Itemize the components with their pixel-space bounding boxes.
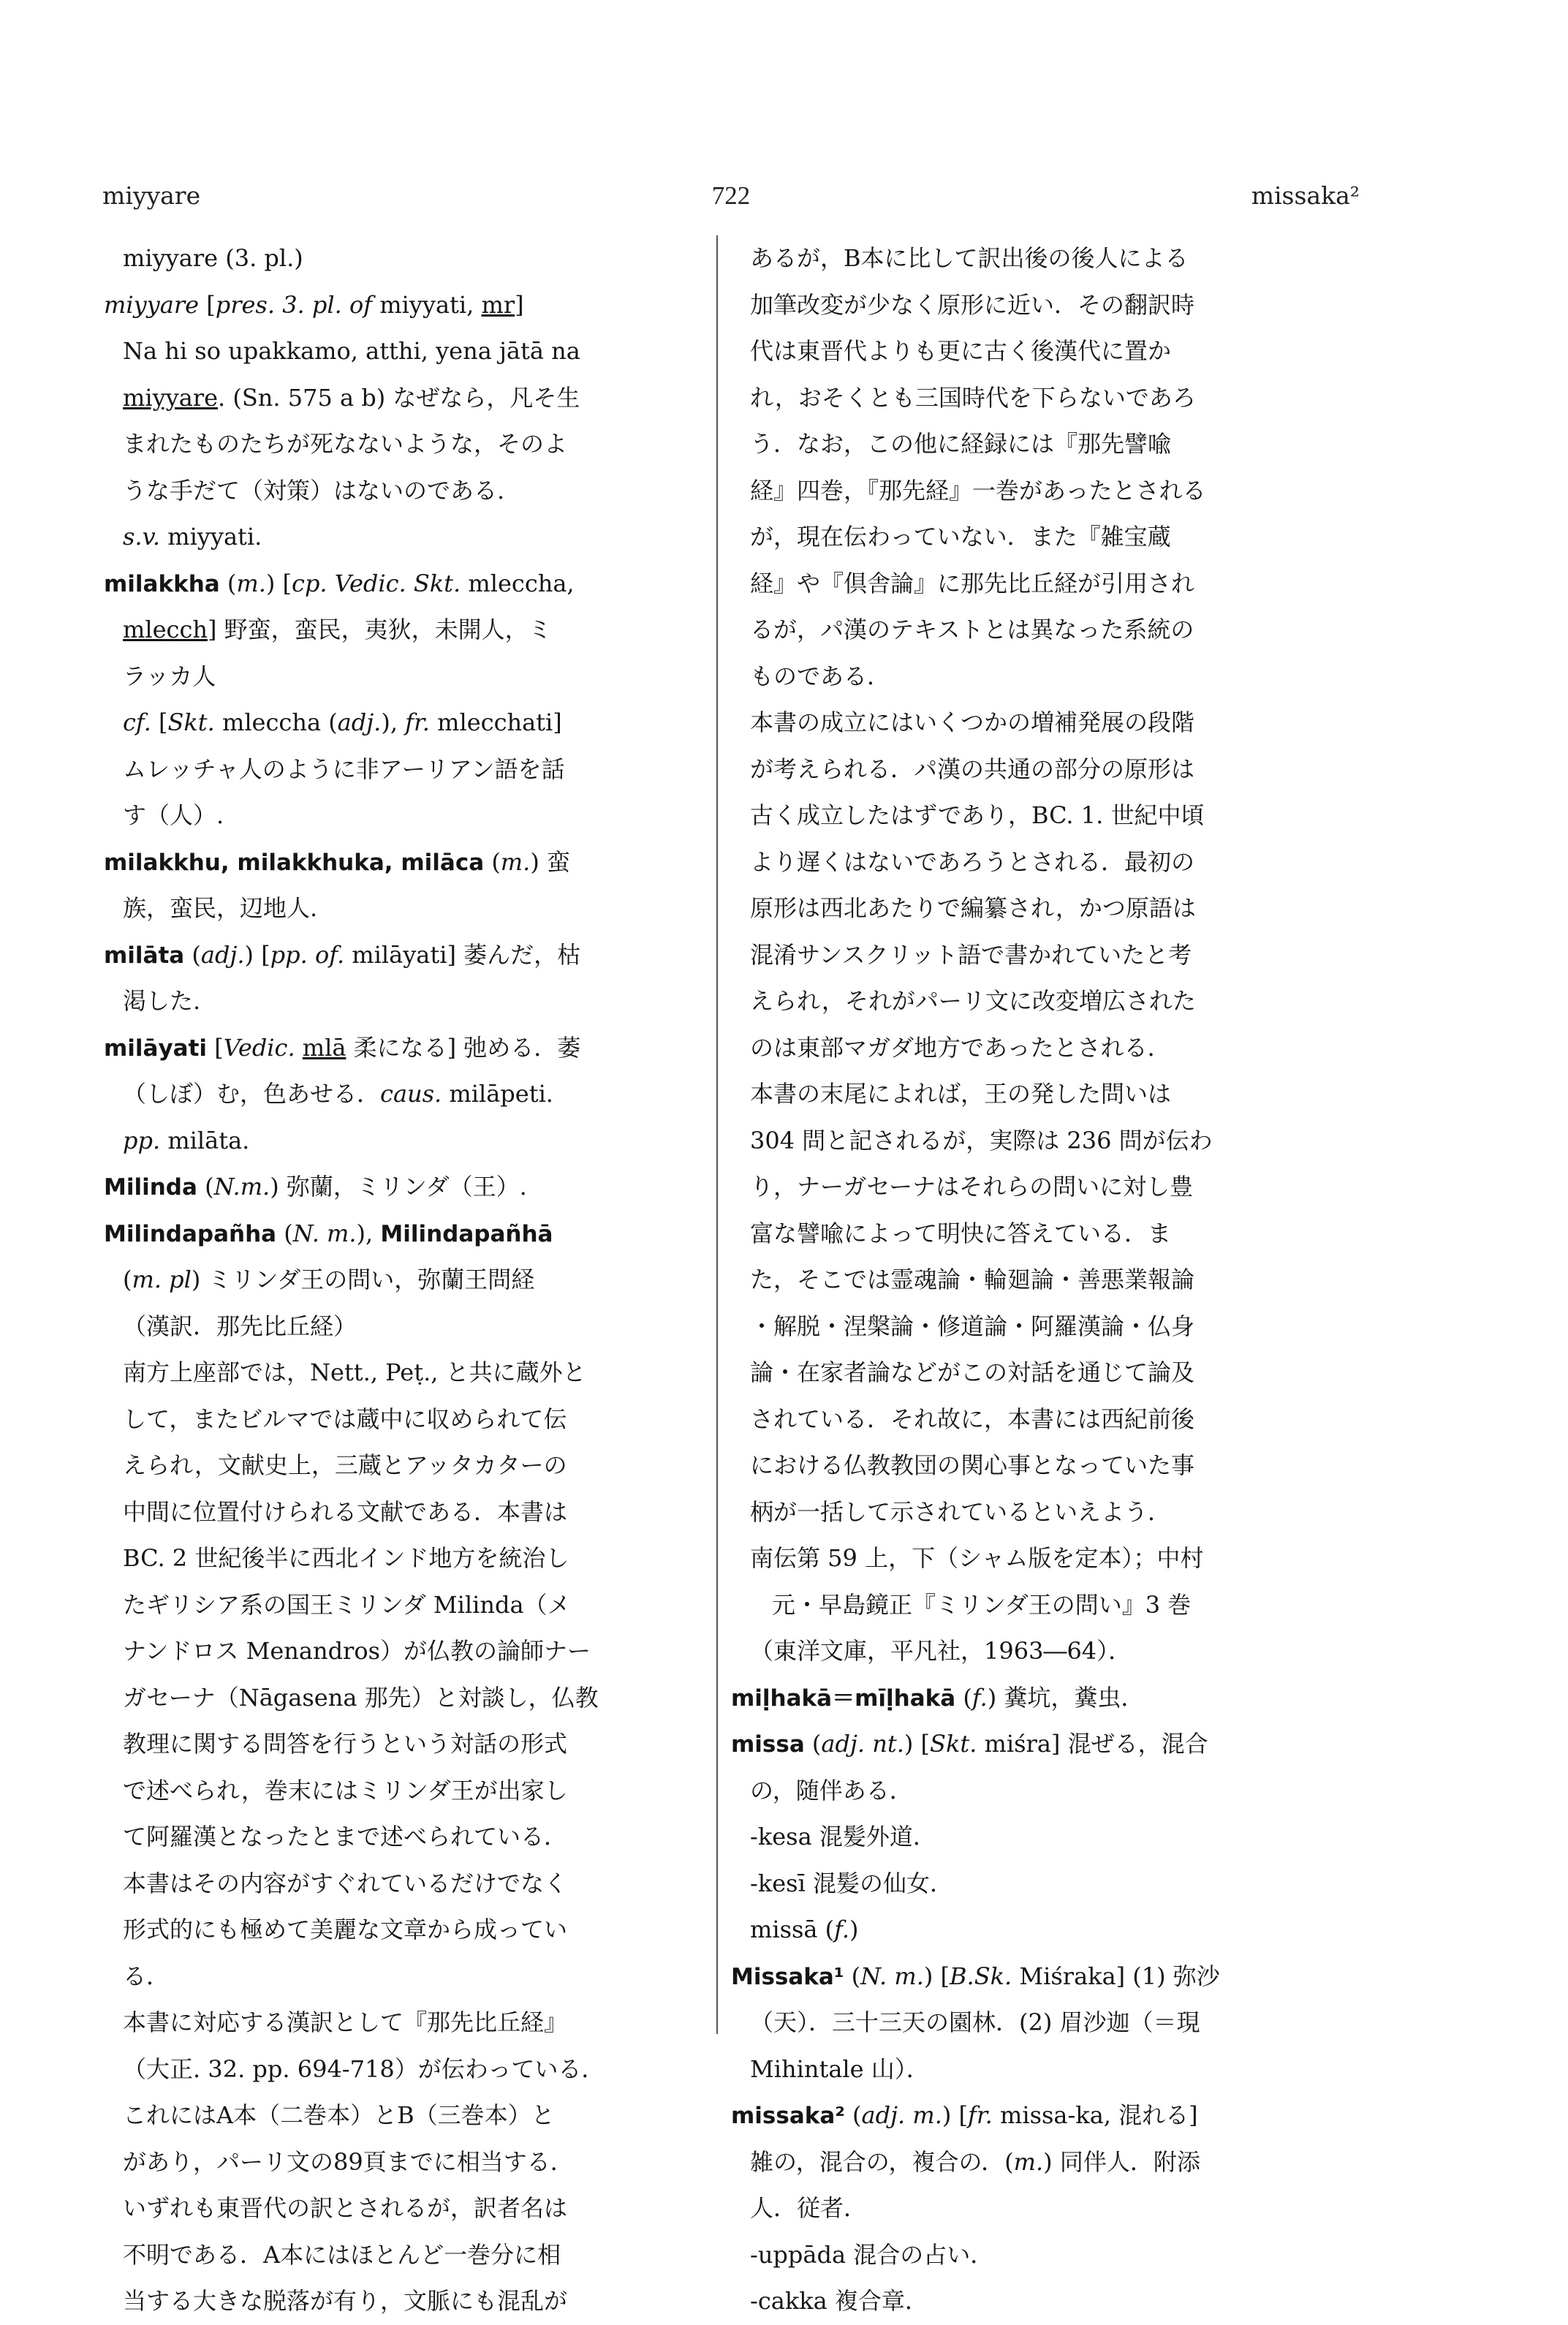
text-line	[731, 1211, 1349, 1258]
text-line	[731, 2185, 1349, 2232]
text-line	[731, 2232, 1349, 2279]
text-segment: ) [	[942, 2101, 969, 2129]
text-line	[731, 1907, 1349, 1954]
text-segment: て阿羅漢となったとまで述べられている．	[123, 1823, 568, 1850]
text-line	[104, 1118, 702, 1165]
text-segment: ),	[381, 708, 406, 736]
text-segment: 南方上座部では，Nett., Peṭ., と共に蔵外と	[123, 1358, 586, 1386]
text-segment: -kesī 混髪の仙女．	[750, 1869, 953, 1897]
text-segment: 304 問と記されるが，実際は 236 問が伝わ	[750, 1126, 1213, 1154]
text-line	[104, 1350, 702, 1396]
text-line	[731, 235, 1349, 282]
text-line	[731, 2278, 1349, 2325]
text-segment: miyyare (3. pl.)	[123, 244, 303, 272]
text-line	[731, 700, 1349, 746]
text-segment: より遅くはないであろうとされる．最初の	[750, 847, 1195, 876]
text-segment: 論・在家者論などがこの対話を通じて論及	[750, 1358, 1195, 1386]
text-segment: まれたものたちが死なないような，そのよ	[123, 430, 568, 458]
text-line	[104, 468, 702, 515]
text-segment: ) [	[904, 1730, 931, 1758]
text-segment: ),	[356, 1219, 381, 1247]
text-segment: （天）．三十三天の園林．(2) 眉沙迦（＝現	[750, 2008, 1200, 2036]
text-segment: BC. 2 世紀後半に西北インド地方を統治し	[123, 1544, 569, 1572]
text-segment: mlecch	[123, 616, 208, 643]
text-segment: f.	[834, 1916, 850, 1943]
text-line	[731, 1489, 1349, 1536]
text-segment: [	[207, 1033, 224, 1062]
text-segment	[295, 1034, 303, 1062]
column-divider	[716, 235, 718, 2034]
text-segment: miyyati,	[372, 290, 482, 319]
text-segment: (	[219, 569, 237, 597]
text-segment: adj. m.	[861, 2101, 942, 2129]
text-segment: 富な譬喩によって明快に答えている．ま	[750, 1219, 1172, 1247]
text-segment: pres. 3. pl. of	[215, 290, 373, 319]
text-segment: 当する大きな脱落が有り，文脈にも混乱が	[123, 2287, 568, 2315]
text-line	[104, 885, 702, 932]
text-line	[104, 1721, 702, 1768]
text-segment: る．	[123, 1962, 170, 1990]
text-segment: Skt.	[167, 708, 215, 736]
text-line	[731, 421, 1349, 468]
text-segment: が，現在伝わっていない．また『雑宝蔵	[750, 523, 1171, 551]
text-segment: missā (	[750, 1916, 835, 1943]
text-segment: B.Sk.	[950, 1962, 1012, 1990]
text-segment: 雑の，混合の，複合の．(	[750, 2147, 1014, 2176]
text-line	[731, 468, 1349, 515]
text-line	[731, 932, 1349, 979]
text-segment: ) [	[923, 1962, 950, 1990]
text-segment: （大正. 32. pp. 694-718）が伝わっている．	[123, 2054, 605, 2083]
text-segment: pp.	[123, 1126, 161, 1154]
running-header	[102, 181, 1360, 219]
headword: miḷhakā＝mīḷhakā	[731, 1685, 956, 1712]
text-line	[104, 1396, 702, 1443]
text-line	[731, 2092, 1349, 2139]
text-segment: Mihintale 山）．	[750, 2054, 930, 2083]
text-segment: 原形は西北あたりで編纂され，かつ原語は	[750, 894, 1196, 922]
text-line	[731, 2046, 1349, 2093]
text-segment: 形式的にも極めて美麗な文章から成ってい	[123, 1916, 568, 1943]
text-line	[731, 561, 1349, 608]
text-segment: -uppāda 混合の占い．	[750, 2240, 994, 2269]
text-segment: milāta.	[160, 1126, 250, 1154]
text-line	[104, 421, 702, 468]
text-segment: Miśraka] (1) 弥沙	[1012, 1962, 1220, 1990]
text-segment: 古く成立したはずであり，BC. 1. 世紀中頃	[750, 801, 1205, 829]
text-segment: N. m.	[860, 1962, 924, 1990]
text-line	[731, 1304, 1349, 1350]
text-line	[104, 746, 702, 793]
text-segment: milāpeti.	[442, 1080, 553, 1108]
text-segment: m.	[236, 569, 266, 597]
text-line	[104, 561, 702, 608]
text-segment: して，またビルマでは蔵中に収められて伝	[123, 1405, 567, 1433]
text-line	[731, 1535, 1349, 1582]
text-line	[104, 932, 702, 979]
text-line	[104, 700, 702, 746]
text-segment: milāyati] 萎んだ，枯	[344, 940, 581, 969]
headword: Milinda	[104, 1174, 197, 1201]
text-segment: fr.	[405, 708, 430, 736]
text-segment: ] 野蛮，蛮民，夷狄，未開人，ミ	[207, 616, 552, 643]
text-segment: （しぼ）む，色あせる．	[123, 1080, 381, 1108]
text-segment: ) [	[265, 569, 292, 597]
text-line	[104, 1489, 702, 1536]
text-line	[731, 1861, 1349, 1908]
text-segment: . (Sn. 575 a b) なぜなら，凡そ生	[218, 383, 580, 412]
text-line	[731, 514, 1349, 561]
text-segment: ムレッチャ人のように非アーリアン語を話	[123, 755, 565, 783]
text-line	[104, 607, 702, 654]
text-line	[104, 1164, 702, 1211]
headword: missaka²	[731, 2103, 845, 2129]
text-segment: (	[844, 1962, 861, 1990]
text-segment: これにはA本（二巻本）とB（三巻本）と	[123, 2101, 555, 2129]
text-segment: (	[844, 2101, 862, 2129]
text-segment: )	[849, 1916, 859, 1943]
text-segment: 元・早島鏡正『ミリンダ王の問い』3 巻	[772, 1590, 1192, 1619]
text-segment: があり，パーリ文の89頁までに相当する．	[123, 2147, 574, 2176]
text-line	[104, 1861, 702, 1908]
text-segment: ナンドロス Menandros）が仏教の論師ナー	[123, 1637, 591, 1665]
text-line	[731, 1954, 1349, 2000]
text-segment: (	[197, 1173, 214, 1201]
text-segment: 柄が一括して示されているといえよう．	[750, 1497, 1172, 1526]
text-segment: adj.	[337, 708, 382, 736]
text-line	[731, 978, 1349, 1025]
text-line	[104, 2232, 702, 2279]
text-segment: えられ，文献史上，三蔵とアッタカターの	[123, 1451, 567, 1479]
page-number: 722	[711, 181, 751, 210]
text-segment: pp. of.	[270, 940, 345, 969]
text-segment: miyyati.	[160, 523, 262, 551]
headword: milāta	[104, 942, 185, 969]
text-segment: うな手だて（対策）はないのである.	[123, 476, 505, 504]
text-line	[731, 1814, 1349, 1861]
text-segment: ガセーナ（Nāgasena 那先）と対談し，仏教	[123, 1683, 599, 1712]
text-line	[104, 1025, 702, 1072]
text-segment: における仏教教団の関心事となっていた事	[750, 1451, 1195, 1479]
text-segment: るが，パ漢のテキストとは異なった系統の	[750, 616, 1194, 643]
text-line	[104, 514, 702, 561]
text-line	[104, 1535, 702, 1582]
text-segment: ]	[515, 290, 524, 319]
text-segment: 本書の末尾によれば，王の発した問いは	[750, 1080, 1172, 1108]
text-line	[731, 328, 1349, 375]
text-segment: f.	[972, 1683, 988, 1712]
text-line	[104, 2139, 702, 2186]
text-segment: Vedic.	[223, 1033, 295, 1062]
text-segment: fr.	[968, 2101, 993, 2129]
text-line	[104, 1768, 702, 1815]
text-segment: が考えられる．パ漢の共通の部分の原形は	[750, 755, 1195, 783]
text-line	[104, 839, 702, 886]
text-segment: caus.	[380, 1080, 442, 1108]
text-segment: 混淆サンスクリット語で書かれていたと考	[750, 940, 1192, 969]
text-segment: mlecchati]	[429, 708, 562, 736]
text-segment: ラッカ人	[123, 662, 216, 690]
text-segment: (	[484, 847, 501, 876]
text-line	[104, 793, 702, 839]
text-segment: 中間に位置付けられる文献である．本書は	[123, 1497, 568, 1526]
text-segment: で述べられ，巻末にはミリンダ王が出家し	[123, 1776, 568, 1804]
text-line	[731, 793, 1349, 839]
text-segment: 本書に対応する漢訳として『那先比丘経』	[123, 2008, 568, 2036]
text-line	[104, 2185, 702, 2232]
header-right-guide-word: missaka²	[1251, 181, 1360, 210]
text-line	[731, 1582, 1349, 1629]
text-segment: 人．従者．	[750, 2194, 868, 2222]
text-line	[104, 1907, 702, 1954]
text-line	[731, 1025, 1349, 1072]
text-segment: 加筆改変が少なく原形に近い．その翻訳時	[750, 290, 1195, 319]
text-segment: Na hi so upakkamo, atthi, yena jātā na	[123, 337, 580, 365]
text-line	[104, 375, 702, 422]
text-line	[104, 1582, 702, 1629]
text-segment: り，ナーガセーナはそれらの問いに対し豊	[750, 1173, 1194, 1201]
text-line	[731, 839, 1349, 886]
text-line	[104, 978, 702, 1025]
text-line	[104, 1257, 702, 1304]
text-segment: [	[199, 290, 216, 319]
text-segment: miyyare	[104, 290, 200, 319]
text-line	[104, 1675, 702, 1722]
right-column	[731, 235, 1349, 2325]
text-segment: (	[276, 1219, 293, 1247]
text-line	[731, 2000, 1349, 2046]
text-line	[104, 2092, 702, 2139]
text-segment: cf.	[123, 708, 151, 736]
headword: missa	[731, 1731, 805, 1758]
text-line	[104, 2278, 702, 2325]
text-line	[104, 1211, 702, 1258]
text-segment: m. pl	[132, 1266, 192, 1293]
text-line	[104, 2046, 702, 2093]
text-segment: -kesa 混髪外道．	[750, 1823, 936, 1850]
text-segment: 柔になる] 弛める．萎	[346, 1033, 581, 1062]
text-segment: mleccha,	[461, 569, 575, 597]
text-line	[731, 1721, 1349, 1768]
text-segment: 経』や『倶舎論』に那先比丘経が引用され	[750, 569, 1195, 597]
text-segment: いずれも東晋代の訳とされるが，訳者名は	[123, 2194, 568, 2222]
text-segment: ・解脱・涅槃論・修道論・阿羅漢論・仏身	[750, 1312, 1195, 1340]
text-segment: miyyare	[123, 383, 219, 412]
headword: Missaka¹	[731, 1963, 844, 1990]
text-segment: m.	[1013, 2147, 1044, 2176]
text-segment: cp. Vedic. Skt.	[292, 569, 461, 597]
text-line	[104, 654, 702, 700]
text-line	[731, 1443, 1349, 1489]
text-segment: mlā	[302, 1033, 346, 1062]
text-segment: れ，おそくとも三国時代を下らないであろ	[750, 383, 1196, 412]
text-segment: [	[151, 708, 168, 736]
text-line	[731, 654, 1349, 700]
text-segment: ) 同伴人．附添	[1043, 2147, 1200, 2176]
text-segment: adj. nt.	[821, 1730, 904, 1758]
text-line	[731, 746, 1349, 793]
text-segment: s.v.	[123, 523, 161, 551]
text-line	[731, 2139, 1349, 2186]
text-segment: 本書の成立にはいくつかの増補発展の段階	[750, 708, 1195, 736]
text-segment: mleccha (	[214, 708, 338, 736]
text-line	[731, 1396, 1349, 1443]
text-line	[104, 2000, 702, 2046]
text-segment: 南伝第 59 上，下（シャム版を定本）；中村	[750, 1544, 1204, 1572]
text-segment: 本書はその内容がすぐれているだけでなく	[123, 1869, 568, 1897]
text-segment: た，そこでは霊魂論・輪廻論・善悪業報論	[750, 1266, 1195, 1293]
text-segment: Skt.	[930, 1730, 977, 1758]
text-line	[731, 1118, 1349, 1165]
headword: Milindapañhā	[380, 1220, 553, 1247]
text-segment: う．なお，この他に経録には『那先譬喩	[750, 430, 1172, 458]
text-segment: (	[955, 1683, 972, 1712]
text-segment: （東洋文庫，平凡社，1963―64）．	[750, 1637, 1132, 1665]
text-line	[104, 1443, 702, 1489]
text-segment: (	[804, 1730, 822, 1758]
text-line	[104, 1954, 702, 2000]
text-line	[104, 1814, 702, 1861]
text-segment: ) 糞坑，糞虫．	[987, 1683, 1145, 1712]
headword: milakkha	[104, 570, 220, 597]
text-line	[104, 282, 702, 329]
text-segment: 族，蛮民，辺地人.	[123, 894, 318, 922]
text-segment: 代は東晋代よりも更に古く後漢代に置か	[750, 337, 1172, 365]
text-segment: ものである．	[750, 662, 891, 690]
text-segment: -cakka 複合章．	[750, 2287, 928, 2315]
text-line	[104, 1304, 702, 1350]
text-line	[104, 235, 702, 282]
text-line	[731, 1257, 1349, 1304]
left-column	[104, 235, 702, 2325]
text-segment: あるが，B本に比して訳出後の後人による	[750, 244, 1189, 272]
text-segment: 渇した.	[123, 987, 201, 1015]
text-line	[731, 1768, 1349, 1815]
text-line	[731, 282, 1349, 329]
text-segment: (	[123, 1266, 132, 1293]
text-segment: N. m.	[292, 1219, 357, 1247]
text-line	[104, 328, 702, 375]
text-segment: N.m.	[213, 1173, 270, 1201]
headword: milāyati	[104, 1035, 208, 1062]
text-line	[731, 1164, 1349, 1211]
text-segment: 教理に関する問答を行うという対話の形式	[123, 1730, 568, 1758]
text-segment: (	[184, 940, 201, 969]
text-line	[731, 375, 1349, 422]
text-segment: 不明である．A本にはほとんど一巻分に相	[123, 2240, 561, 2269]
text-line	[731, 607, 1349, 654]
text-segment: ) [	[244, 940, 270, 969]
text-segment: のは東部マガダ地方であったとされる．	[750, 1033, 1171, 1062]
text-segment: （漢訳．那先比丘経）	[123, 1312, 357, 1340]
text-segment: adj.	[200, 940, 245, 969]
text-segment: ) 弥蘭，ミリンダ（王）.	[270, 1173, 527, 1201]
text-segment: の，随伴ある．	[750, 1776, 913, 1804]
text-line	[731, 1071, 1349, 1118]
text-segment: 経』四巻，『那先経』一巻があったとされる	[750, 476, 1206, 504]
text-segment: えられ，それがパーリ文に改変増広された	[750, 987, 1196, 1015]
text-segment: miśra] 混ぜる，混合	[977, 1730, 1208, 1758]
headword: Milindapañha	[104, 1220, 277, 1247]
text-line	[731, 1350, 1349, 1396]
text-line	[731, 885, 1349, 932]
header-left-guide-word: miyyare	[102, 181, 201, 210]
text-segment: ) ミリンダ王の問い，弥蘭王問経	[191, 1266, 535, 1293]
text-line	[731, 1628, 1349, 1675]
text-segment: mr	[481, 290, 515, 319]
text-line	[104, 1071, 702, 1118]
text-line	[731, 1675, 1349, 1722]
text-segment: す（人）.	[123, 801, 224, 829]
text-segment: ) 蛮	[530, 847, 570, 876]
text-segment: されている．それ故に，本書には西紀前後	[750, 1405, 1195, 1433]
text-segment: たギリシア系の国王ミリンダ Milinda（メ	[123, 1590, 571, 1619]
headword: milakkhu, milakkhuka, milāca	[104, 849, 485, 876]
text-segment: m.	[500, 847, 531, 876]
text-segment: missa-ka, 混れる]	[992, 2101, 1198, 2129]
text-line	[104, 1628, 702, 1675]
